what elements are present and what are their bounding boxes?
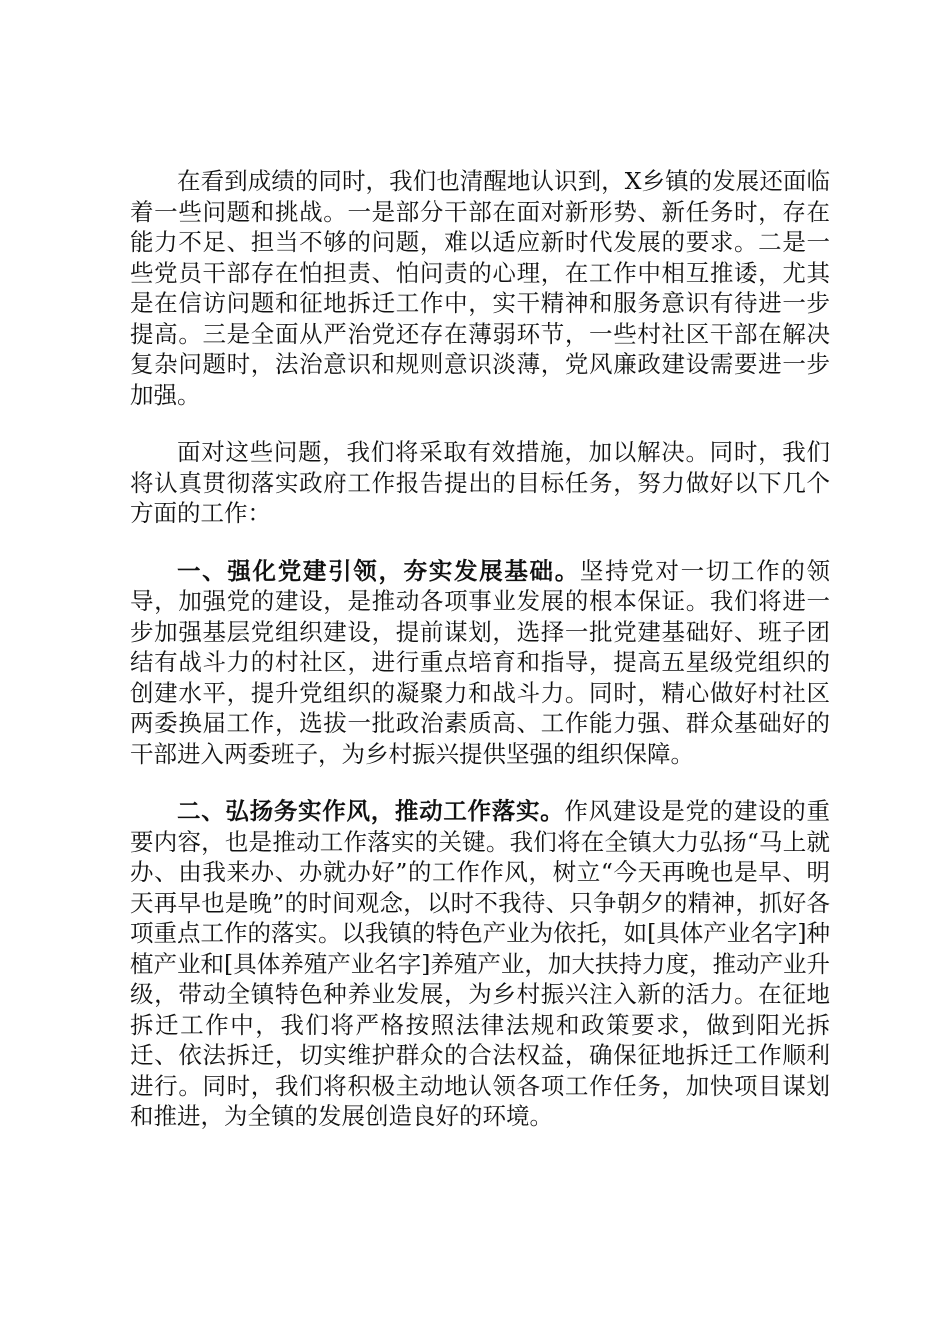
paragraph-challenges (130, 166, 830, 410)
paragraph-text: 在看到成绩的同时，我们也清醒地认识到，X乡镇的发展还面临着一些问题和挑战。一是部分干部在面对新形势、新任务时，存在能力不足、担当不够的问题，难以适应新时代发展的要求。二是一些党员干部存在怕担责、怕问责的心理，在工作中相互推诿，尤其是在信访问题和征地拆迁工作中，实干精神和服务意识有待进一步提高。三是全面从严治党还存在薄弱环节，一些村社区干部在解决复杂问题时，法治意识和规则意识淡薄，党风廉政建设需要进一步加强。 (130, 167, 830, 409)
section-heading-2: 二、弘扬务实作风，推动工作落实。 (177, 797, 565, 825)
paragraph-text: 面对这些问题，我们将采取有效措施，加以解决。同时，我们将认真贯彻落实政府工作报告提出的目标任务，努力做好以下几个方面的工作： (130, 438, 830, 527)
paragraph-measures-intro (130, 437, 830, 529)
paragraph-text: 坚持党对一切工作的领导，加强党的建设，是推动各项事业发展的根本保证。我们将进一步加强基层党组织建设，提前谋划，选择一批党建基础好、班子团结有战斗力的村社区，进行重点培育和指导，提高五星级党组织的创建水平，提升党组织的凝聚力和战斗力。同时，精心做好村社区两委换届工作，选拔一批政治素质高、工作能力强、群众基础好的干部进入两委班子，为乡村振兴提供坚强的组织保障。 (130, 556, 831, 768)
paragraph-text: 作风建设是党的建设的重要内容，也是推动工作落实的关键。我们将在全镇大力弘扬“马上就办、由我来办、办就办好”的工作作风，树立“今天再晚也是早、明天再早也是晚”的时间观念，以时不我待、只争朝夕的精神，抓好各项重点工作的落实。以我镇的特色产业为依托，如[具体产业名字]种植产业和[具体养殖产业名字]养殖产业，加大扶持力度，推动产业升级，带动全镇特色种养业发展，为乡村振兴注入新的活力。在征地拆迁工作中，我们将严格按照法律法规和政策要求，做到阳光拆迁、依法拆迁，切实维护群众的合法权益，确保征地拆迁工作顺利进行。同时，我们将积极主动地认领各项工作任务，加快项目谋划和推进，为全镇的发展创造良好的环境。 (130, 797, 831, 1130)
document-body (130, 166, 830, 1159)
paragraph-work-style (130, 796, 830, 1132)
paragraph-party-building (130, 556, 830, 770)
section-heading-1: 一、强化党建引领，夯实发展基础。 (177, 556, 580, 585)
